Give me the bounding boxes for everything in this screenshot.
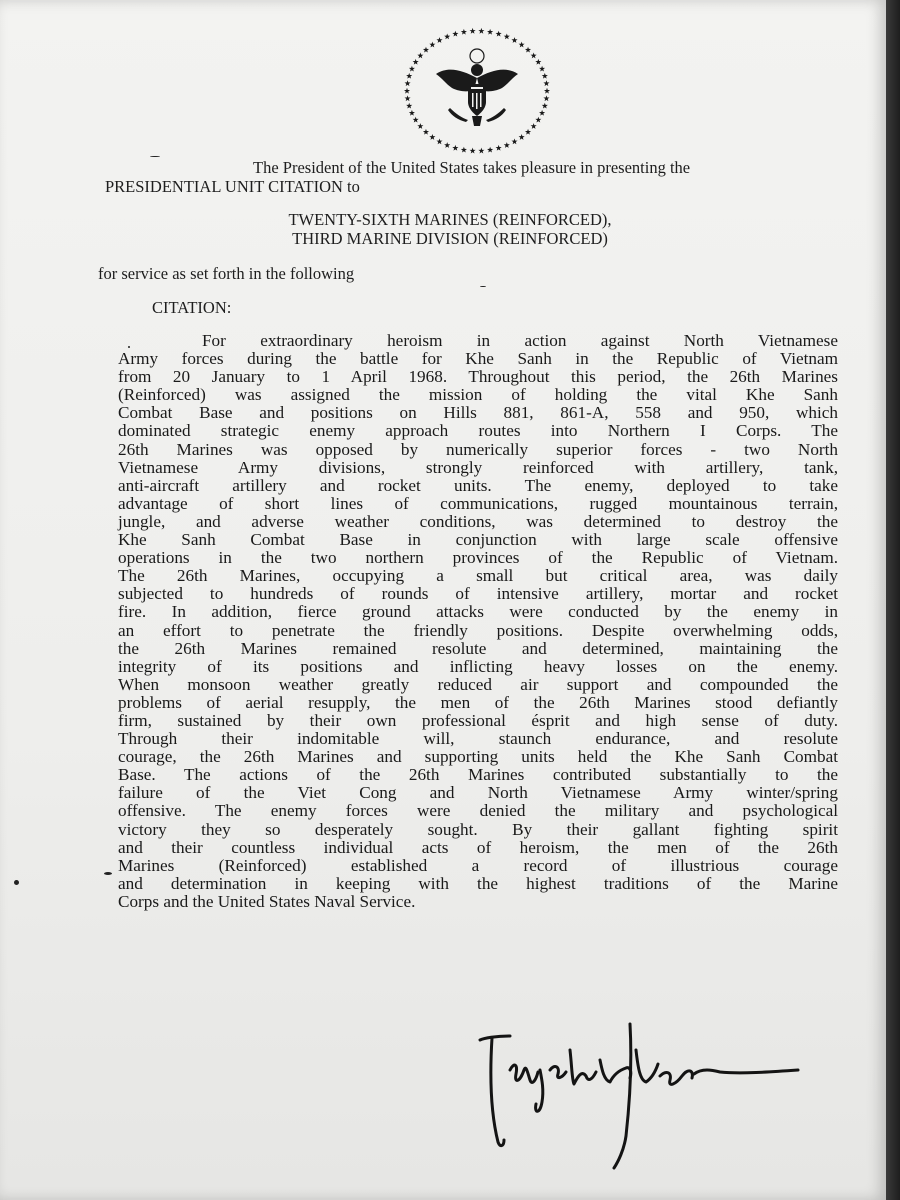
page-edge xyxy=(886,0,900,1200)
citation-line: jungle, and adverse weather conditions, was determined to destroy the xyxy=(118,511,838,531)
seal-star xyxy=(470,28,476,34)
seal-star xyxy=(478,148,484,154)
seal-star xyxy=(511,37,517,43)
seal-star xyxy=(444,142,450,148)
citation-body xyxy=(118,332,838,911)
seal-star xyxy=(496,145,502,151)
seal-star xyxy=(417,53,423,59)
seal-star xyxy=(405,95,411,101)
seal-star xyxy=(511,138,517,144)
citation-line: Base. The actions of the 26th Marines contributed substantially to the xyxy=(118,765,838,785)
seal-star xyxy=(535,59,541,65)
citation-line: courage, the 26th Marines and supporting units held the Khe Sanh Combat xyxy=(118,747,838,767)
citation-line: When monsoon weather greatly reduced air support and compounded the xyxy=(118,674,838,694)
citation-line: Vietnamese Army divisions, strongly reinforced with artillery, tank, xyxy=(118,457,838,477)
citation-line: Through their indomitable will, staunch endurance, and resolute xyxy=(118,729,838,749)
seal-star xyxy=(436,37,442,43)
citation-line: victory they so desperately sought. By their gallant fighting spirit xyxy=(118,819,838,839)
citation-line: Combat Base and positions on Hills 881, 861-A, 558 and 950, which xyxy=(118,403,838,423)
citation-line: Corps and the United States Naval Service. xyxy=(118,891,416,911)
seal-star xyxy=(539,66,545,72)
seal-star xyxy=(531,53,537,59)
seal-star xyxy=(535,117,541,123)
seal-star xyxy=(525,47,531,53)
citation-line: and determination in keeping with the highest traditions of the Marine xyxy=(118,873,838,893)
citation-line: Marines (Reinforced) established a record of illustrious courage xyxy=(118,855,838,875)
recipient-division: THIRD MARINE DIVISION (REINFORCED) xyxy=(292,229,608,248)
seal-star xyxy=(413,117,419,123)
seal-star xyxy=(406,103,412,109)
seal-star xyxy=(405,80,411,86)
citation-line: from 20 January to 1 April 1968. Throughout this period, the 26th Marines xyxy=(118,367,838,387)
seal-star xyxy=(487,29,493,35)
seal-star xyxy=(478,28,484,34)
seal-star xyxy=(542,103,548,109)
seal-star xyxy=(406,73,412,79)
ink-speck xyxy=(104,872,112,875)
presidential-seal-icon xyxy=(402,26,552,156)
citation-line: an effort to penetrate the friendly positions. Despite overwhelming odds, xyxy=(118,620,838,640)
ink-speck xyxy=(128,346,130,348)
signature-icon xyxy=(470,1010,810,1180)
seal-star xyxy=(429,42,435,48)
seal-star xyxy=(429,134,435,140)
citation-line: offensive. The enemy forces were denied the military and psychological xyxy=(118,801,838,821)
citation-line: For extraordinary heroism in action against North Vietnamese xyxy=(202,331,838,350)
citation-line: problems of aerial resupply, the men of the 26th Marines stood defiantly xyxy=(118,692,838,712)
citation-heading: CITATION: xyxy=(152,298,232,317)
seal-star xyxy=(539,110,545,116)
citation-line: advantage of short lines of communications, rugged mountainous terrain, xyxy=(118,493,838,513)
ink-speck xyxy=(14,880,19,885)
seal-star xyxy=(470,148,476,154)
citation-line: subjected to hundreds of rounds of intensive artillery, mortar and rocket xyxy=(118,584,838,604)
seal-star xyxy=(423,129,429,135)
citation-line: and their countless individual acts of heroism, the men of the 26th xyxy=(118,837,838,857)
citation-line: Khe Sanh Combat Base in conjunction with large scale offensive xyxy=(118,530,838,550)
seal-star xyxy=(461,29,467,35)
citation-line: operations in the two northern provinces of the Republic of Vietnam. xyxy=(118,548,838,568)
citation-line: firm, sustained by their own professional ésprit and high sense of duty. xyxy=(118,710,838,730)
seal-star xyxy=(423,47,429,53)
citation-line: Army forces during the battle for Khe Sanh in the Republic of Vietnam xyxy=(118,349,838,369)
seal-star xyxy=(504,34,510,40)
citation-line: integrity of its positions and inflicting heavy losses on the enemy. xyxy=(118,656,838,676)
seal-star xyxy=(519,42,525,48)
citation-type: PRESIDENTIAL UNIT CITATION to xyxy=(105,177,360,196)
citation-line: fire. In addition, fierce ground attacks were conducted by the enemy in xyxy=(118,602,838,622)
citation-line: the 26th Marines remained resolute and determined, maintaining the xyxy=(118,638,838,658)
seal-star xyxy=(436,138,442,144)
citation-line: 26th Marines was opposed by numerically superior forces - two North xyxy=(118,439,838,459)
seal-star xyxy=(543,95,549,101)
seal-star xyxy=(444,34,450,40)
seal-star xyxy=(461,147,467,153)
citation-line: failure of the Viet Cong and North Vietnamese Army winter/spring xyxy=(118,783,838,803)
citation-line: dominated strategic enemy approach routes into Northern I Corps. The xyxy=(118,421,838,441)
citation-line: anti-aircraft artillery and rocket units. The enemy, deployed to take xyxy=(118,475,838,495)
service-statement: for service as set forth in the following xyxy=(98,264,355,283)
recipient-unit: TWENTY-SIXTH MARINES (REINFORCED), xyxy=(288,210,612,229)
seal-star xyxy=(519,134,525,140)
seal-star xyxy=(544,88,550,94)
citation-line: The 26th Marines, occupying a small but critical area, was daily xyxy=(118,566,838,586)
presentation-statement: The President of the United States takes pleasure in presenting the xyxy=(253,158,691,177)
seal-star xyxy=(531,123,537,129)
seal-star xyxy=(525,129,531,135)
seal-star xyxy=(487,147,493,153)
recipient-block xyxy=(240,210,660,248)
seal-star xyxy=(417,123,423,129)
seal-star xyxy=(542,73,548,79)
seal-star xyxy=(413,59,419,65)
ink-speck xyxy=(150,156,160,157)
seal-star xyxy=(409,110,415,116)
seal-star xyxy=(409,66,415,72)
citation-line: (Reinforced) was assigned the mission of holding the vital Khe Sanh xyxy=(118,385,838,405)
ink-speck xyxy=(480,286,486,287)
seal-star xyxy=(452,145,458,151)
seal-star xyxy=(496,31,502,37)
seal-star xyxy=(404,88,410,94)
seal-star xyxy=(543,80,549,86)
seal-star xyxy=(504,142,510,148)
seal-star xyxy=(452,31,458,37)
